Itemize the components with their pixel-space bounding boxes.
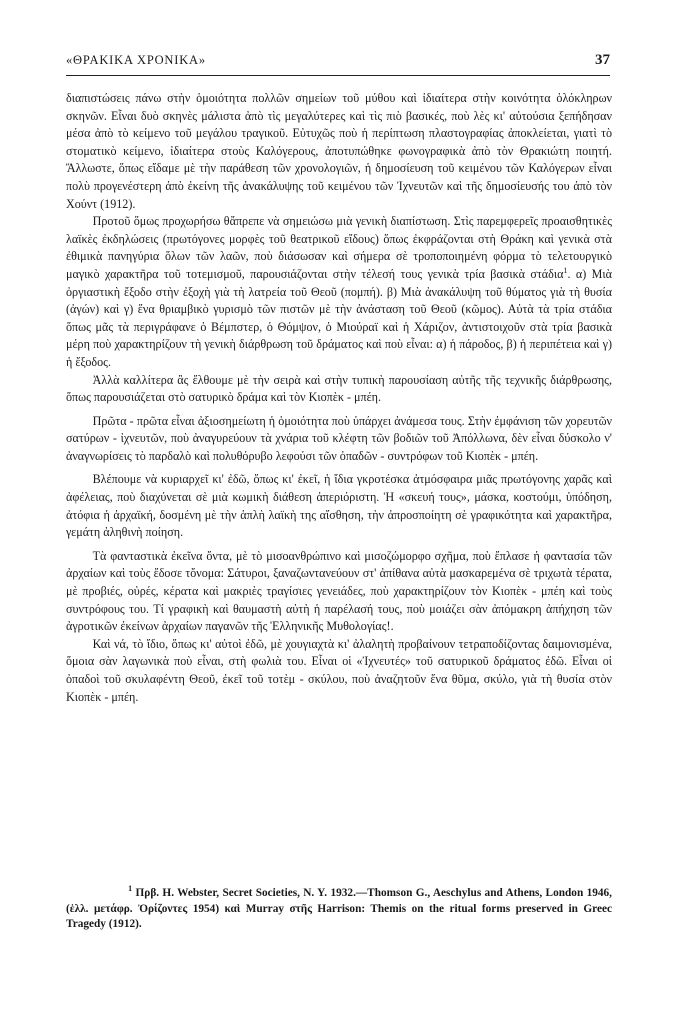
paragraph-4: Πρῶτα - πρῶτα εἶναι ἀξιοσημείωτη ἡ ὁμοιότητα ποὺ ὑπάρχει ἀνάμεσα τους. Στὴν ἐμφάνιση τῶν χορευτῶν σατύρων - ἰχνευτῶν, ποὺ ἀναγυρεύουν τὰ χνάρια τοῦ κλέφτη τῶν βοδιῶν τοῦ Ἀπόλλωνα, δὲν εἶναι δύσκολο ν' ἀναγνωρίσεις τὸ παρδαλὸ καὶ πολυθόρυβο λεφούσι τῶν ὀπαδῶν - συντρόφων τοῦ Κιοπὲκ - μπέη. (66, 413, 612, 463)
paragraph-5: Βλέπουμε νὰ κυριαρχεῖ κι' ἐδῶ, ὅπως κι' ἐκεῖ, ἡ ἴδια γκροτέσκα ἀτμόσφαιρα μιᾶς πρωτόγονης χαρᾶς καὶ ἀφέλειας, ποὺ διαχύνεται σὲ μιὰ κωμικὴ διάθεση ἀπεριόριστη. Ἡ «σκευή τους», μάσκα, κοστούμι, ὑπόδηση, ἀτόφια ἡ ἀρχαϊκή, δοσμένη μὲ τὴν ἁπλὴ λαϊκὴ της αἴσθηση, τὴν ἀπροσποίητη σὲ γραφικότητα καὶ χαρακτῆρα, γεμάτη ἀληθινὴ ποίηση. (66, 472, 612, 540)
footnote-marker: 1 (128, 884, 133, 894)
footnote-reference: 1 (563, 265, 568, 275)
paragraph-2-part-1: Προτοῦ ὅμως προχωρήσω θἄπρεπε νὰ σημειώσω μιὰ γενικὴ διαπίστωση. Στὶς παρεμφερεῖς προαισθητικὲς λαϊκὲς ἐκδηλώσεις (πρωτόγονες μορφὲς τοῦ θεατρικοῦ εἴδους) ὅπως ἐκφράζονται στὴ Θράκη καὶ γενικὰ στὰ ἐθιμικὰ πανηγύρια ὅλων τῶν λαῶν, ποὺ διάσωσαν καὶ σήμερα σὲ τροποποιημένη φόρμα τὸ τελετουργικὸ μαγικὸ χαρακτῆρα τοῦ τοτεμισμοῦ, παρουσιάζονται στὴν τέλεσή τους γενικὰ τρία βασικὰ στάδια (66, 214, 612, 281)
paragraph-3: Ἀλλὰ καλλίτερα ἂς ἔλθουμε μὲ τὴν σειρὰ καὶ στὴν τυπικὴ παρουσίαση αὐτῆς τῆς τεχνικῆς διάρθρωσης, ὅπως παρουσιάζεται στὸ σατυρικὸ δράμα καὶ τὸν Κιοπὲκ - μπέη. (66, 372, 612, 405)
footnote (66, 886, 612, 933)
running-head: «ΘΡΑΚΙΚΑ ΧΡΟΝΙΚΑ» (66, 53, 206, 67)
body-text (66, 90, 612, 706)
paragraph-6: Τὰ φανταστικὰ ἐκεῖνα ὄντα, μὲ τὸ μισοανθρώπινο καὶ μισοζώμορφο σχῆμα, ποὺ ἔπλασε ἡ φαντασία τῶν ἀρχαίων καὶ τοὺς ἔδοσε τὄνομα: Σάτυροι, ξαναζωντανεύουν στ' ἀπίθανα αὐτὰ μασκαρεμένα σὲ τριχωτὰ τέρατα, μὲ προβιές, οὐρές, κέρατα καὶ μακριὲς τραγίσιες γενειάδες, ποὺ χαρακτηρίζουν τὸν Κιοπὲκ - μπέη καὶ τοὺς συντρόφους του. Τί γραφικὴ καὶ θαυμαστὴ αὐτὴ ἡ παρέλασή τους, ποὺ μοιάζει σὰν ἀπόμακρη ἀπήχηση τῶν ἀγροτικῶν ἐκείνων ἀρχαίων παγανῶν τῆς Ἑλληνικῆς Μυθολογίας!. (66, 548, 612, 634)
paragraph-1: διαπιστώσεις πάνω στὴν ὁμοιότητα πολλῶν σημείων τοῦ μύθου καὶ ἰδιαίτερα στὴν κοινότητα ὁλόκληρων σκηνῶν. Εἶναι δυὸ σκηνὲς μάλιστα ἀπὸ τὶς μεγαλύτερες καὶ τὶς πιὸ βασικές, ποὺ λὲς κι' αὐτούσια ξεπήδησαν μέσα ἀπὸ τὸ κείμενο τοῦ μεγάλου τραγικοῦ. Εὐτυχῶς ποὺ ἡ περίπτωση πλαστογραφίας ἀποκλείεται, γιατὶ τὸ στοματικὸ κείμενο, ἰδιαίτερα στοὺς Καλόγερους, ἀποτυπώθηκε φωνογραφικὰ ἀπὸ τὸν Θρακιώτη ποιητή. Ἄλλωστε, ὅπως εἴδαμε μὲ τὴν παράθεση τῶν χρονολογιῶν, ἡ δημοσίευση τοῦ κειμένου τῶν Καλόγερων εἶναι πολὺ προγενέστερη ἀπὸ ἐκείνη τῆς ἀνακάλυψης τοῦ κειμένου τῶν Ἰχνευτῶν καὶ τῆς δημοσίευσής του ἀπὸ τὸν Χούντ (1912). (66, 91, 612, 211)
footnote-text: Πρβ. H. Webster, Secret Societies, N. Y. 1932.—Thomson G., Aeschylus and Athens, London 1946, (ἑλλ. μετάφρ. Ὀρίζοντες 1954) καὶ Murray στῆς Harrison: Themis on the ritual forms preserved in Greec Tragedy (1912). (66, 887, 612, 930)
header-rule (66, 75, 610, 76)
page-number: 37 (595, 52, 610, 68)
paragraph-7: Καὶ νά, τὸ ἴδιο, ὅπως κι' αὐτοὶ ἐδῶ, μὲ χουγιαχτὰ κι' ἀλαλητὴ προβαίνουν τετραποδίζοντας δαιμονισμένα, ὅμοια σὰν λαγωνικὰ ποὺ εἶναι, στὴ φωλιὰ του. Εἶναι οἱ «Ἰχνευτές» τοῦ σατυρικοῦ δράματος ἐδῶ. Εἶναι οἱ ὀπαδοὶ τοῦ σκυλαφέντη Θεοῦ, ἐκεῖ τοῦ τοτὲμ - σκύλου, ποὺ ἀναζητοῦν ἕνα θῦμα, σκύλο, γιὰ τὴ θυσία στὸν Κιοπὲκ - μπέη. (66, 636, 612, 704)
paragraph-2 (66, 213, 612, 371)
paragraph-2-part-2: . α) Μιὰ ὀργιαστικὴ ἔξοδο στὴν ἐξοχὴ γιὰ τὴ λατρεία τοῦ Θεοῦ (πομπή). β) Μιὰ ἀνακάλυψη τοῦ θύματος γιὰ τὴ θυσία (ἀγών) καὶ γ) ἕνα θριαμβικὸ γυρισμὸ τῶν πιστῶν μὲ τὴν ἀνάσταση τοῦ Θεοῦ (κῶμος). Αὐτὰ τὰ τρία στάδια ὅπως μᾶς τὰ περιγράφανε ὁ Βέμπστερ, ὁ Θόμψον, ὁ Μιούραϊ καὶ ἡ Χάριζον, ἀντιστοιχοῦν στὰ τρία βασικὰ μέρη ποὺ χαρακτηρίζουν τὴ γενικὴ διάρθρωση τοῦ δράματος καὶ ποὺ εἶναι: α) ἡ πάροδος, β) ἡ περιπέτεια καὶ γ) ἡ ἔξοδος. (66, 266, 613, 369)
page-header (66, 52, 610, 69)
